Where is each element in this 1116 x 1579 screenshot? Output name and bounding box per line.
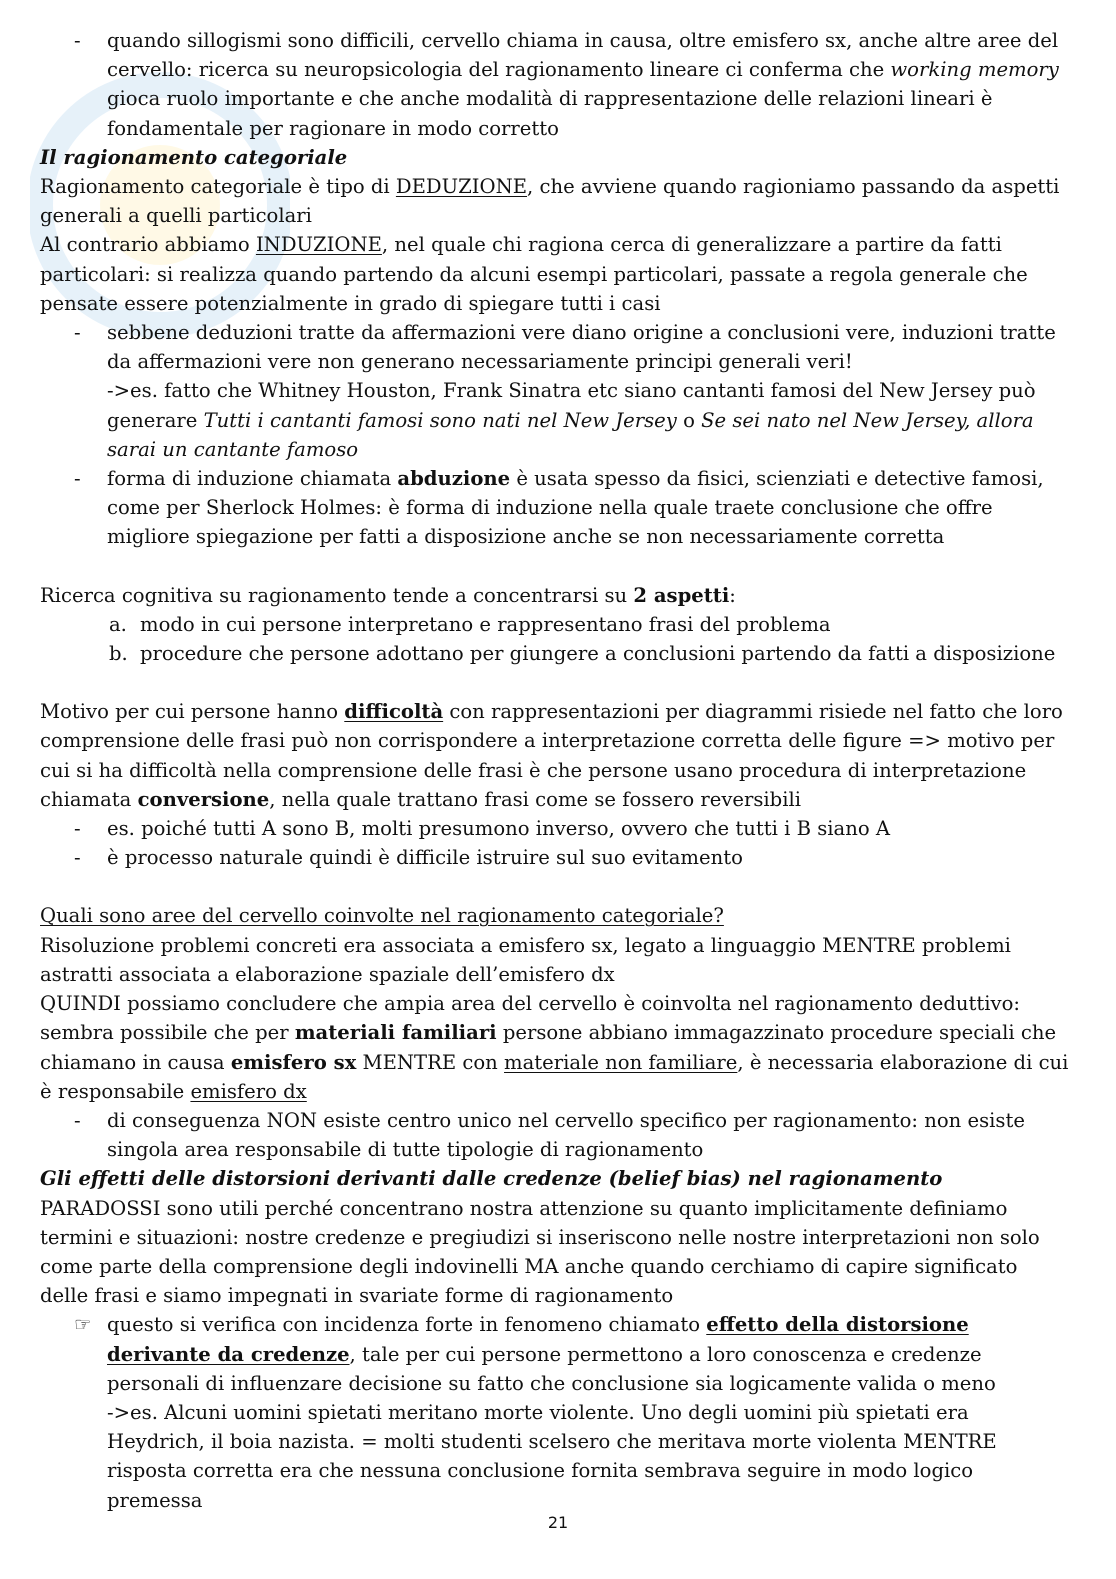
dash-marker: - bbox=[74, 846, 81, 870]
heading-ragionamento-categoriale: Il ragionamento categoriale bbox=[40, 145, 348, 169]
paragraph-difficolta: Motivo per cui persone hanno difficoltà con rappresentazioni per diagrammi risiede nel fatto che loro comprensione delle frasi può non corrispondere a interpretazione corretta delle figure => motivo per cui si ha difficoltà nella comprensione delle frasi è che persone usano procedura di interpretazione chiamata conversione, nella quale trattano frasi come se fossero reversibili bbox=[40, 700, 1063, 811]
paragraph-ricerca-cognitiva: Ricerca cognitiva su ragionamento tende a concentrarsi su 2 aspetti: bbox=[40, 583, 736, 607]
paragraph-induzione: Al contrario abbiamo INDUZIONE, nel quale chi ragiona cerca di generalizzare a partire da fatti particolari: si realizza quando partendo da alcuni esempi particolari, passate a regola generale che pensate essere potenzialmente in grado di spiegare tutti i casi bbox=[40, 233, 1028, 315]
paragraph-quindi: QUINDI possiamo concludere che ampia area del cervello è coinvolta nel ragionamento deduttivo: sembra possibile che per materiali familiari persone abbiano immagazzinato procedure speciali che chiamano in causa emisfero sx MENTRE con materiale non familiare, è necessaria elaborazione di cui è responsabile emisfero dx bbox=[40, 992, 1069, 1103]
subheading-aree-cervello: Quali sono aree del cervello coinvolte nel ragionamento categoriale? bbox=[40, 904, 724, 928]
bullet-conversione-esempio: - es. poiché tutti A sono B, molti presumono inverso, ovvero che tutti i B siano A bbox=[40, 814, 1070, 843]
dash-marker: - bbox=[74, 817, 81, 841]
bullet-centro-unico: - di conseguenza NON esiste centro unico nel cervello specifico per ragionamento: non esiste singola area responsabile di tutte tipologie di ragionamento bbox=[40, 1106, 1070, 1164]
bullet-abduzione: - forma di induzione chiamata abduzione è usata spesso da fisici, scienziati e detective famosi, come per Sherlock Holmes: è forma di induzione nella quale traete conclusione che offre migliore spiegazione per fatti a disposizione anche se non necessariamente corretta bbox=[40, 464, 1070, 552]
bullet-effetto-distorsione: ☞ questo si verifica con incidenza forte in fenomeno chiamato effetto della distorsione derivante da credenze, tale per cui persone permettono a loro conoscenza e credenze personali di influenzare decisione su fatto che conclusione sia logicamente valida o meno ->es. Alcuni uomini spietati meritano morte violente. Uno degli uomini più spietati era Heydrich, il boia nazista. = molti studenti scelsero che meritava morte violenta MENTRE risposta corretta era che nessuna conclusione fornita sembrava seguire in modo logico premessa bbox=[40, 1310, 1070, 1514]
letter-marker-a: a. bbox=[109, 612, 127, 636]
document-page bbox=[40, 26, 1070, 1515]
dash-marker: - bbox=[74, 1108, 81, 1132]
list-item-b: b. procedure che persone adottano per giungere a conclusioni partendo da fatti a disposizione bbox=[40, 639, 1070, 668]
list-item-a: a. modo in cui persone interpretano e rappresentano frasi del problema bbox=[40, 610, 1070, 639]
bullet-processo-naturale: - è processo naturale quindi è difficile istruire sul suo evitamento bbox=[40, 843, 1070, 872]
pointing-hand-icon: ☞ bbox=[74, 1313, 92, 1337]
page-number: 21 bbox=[547, 1513, 569, 1532]
paragraph-paradossi: PARADOSSI sono utili perché concentrano nostra attenzione su quanto implicitamente definiamo termini e situazioni: nostre credenze e pregiudizi si inseriscono nelle nostre interpretazioni non solo come parte della comprensione degli indovinelli MA anche quando cerchiamo di capire significato delle frasi e siamo impegnati in svariate forme di ragionamento bbox=[40, 1196, 1040, 1308]
dash-marker: - bbox=[74, 467, 81, 491]
heading-belief-bias: Gli effetti delle distorsioni derivanti dalle credenze (belief bias) nel ragionamento bbox=[40, 1167, 943, 1191]
dash-marker: - bbox=[74, 29, 81, 52]
bullet-deduzioni-vere: - sebbene deduzioni tratte da affermazioni vere diano origine a conclusioni vere, induzioni tratte da affermazioni vere non generano necessariamente principi generali veri! ->es. fatto che Whitney Houston, Frank Sinatra etc siano cantanti famosi del New Jersey può generare Tutti i cantanti famosi sono nati nel New Jersey o Se sei nato nel New Jersey, allora sarai un cantante famoso bbox=[40, 318, 1070, 464]
bullet-working-memory: - quando sillogismi sono difficili, cervello chiama in causa, oltre emisfero sx, anche altre aree del cervello: ricerca su neuropsicologia del ragionamento lineare ci conferma che working memory gioca ruolo importante e che anche modalità di rappresentazione delle relazioni lineari è fondamentale per ragionare in modo corretto bbox=[40, 26, 1070, 143]
paragraph-emisferi: Risoluzione problemi concreti era associata a emisfero sx, legato a linguaggio MENTRE problemi astratti associata a elaborazione spaziale dell’emisfero dx bbox=[40, 933, 1011, 986]
paragraph-deduzione: Ragionamento categoriale è tipo di DEDUZIONE, che avviene quando ragioniamo passando da aspetti generali a quelli particolari bbox=[40, 175, 1060, 228]
letter-marker-b: b. bbox=[109, 642, 128, 666]
dash-marker: - bbox=[74, 321, 81, 345]
